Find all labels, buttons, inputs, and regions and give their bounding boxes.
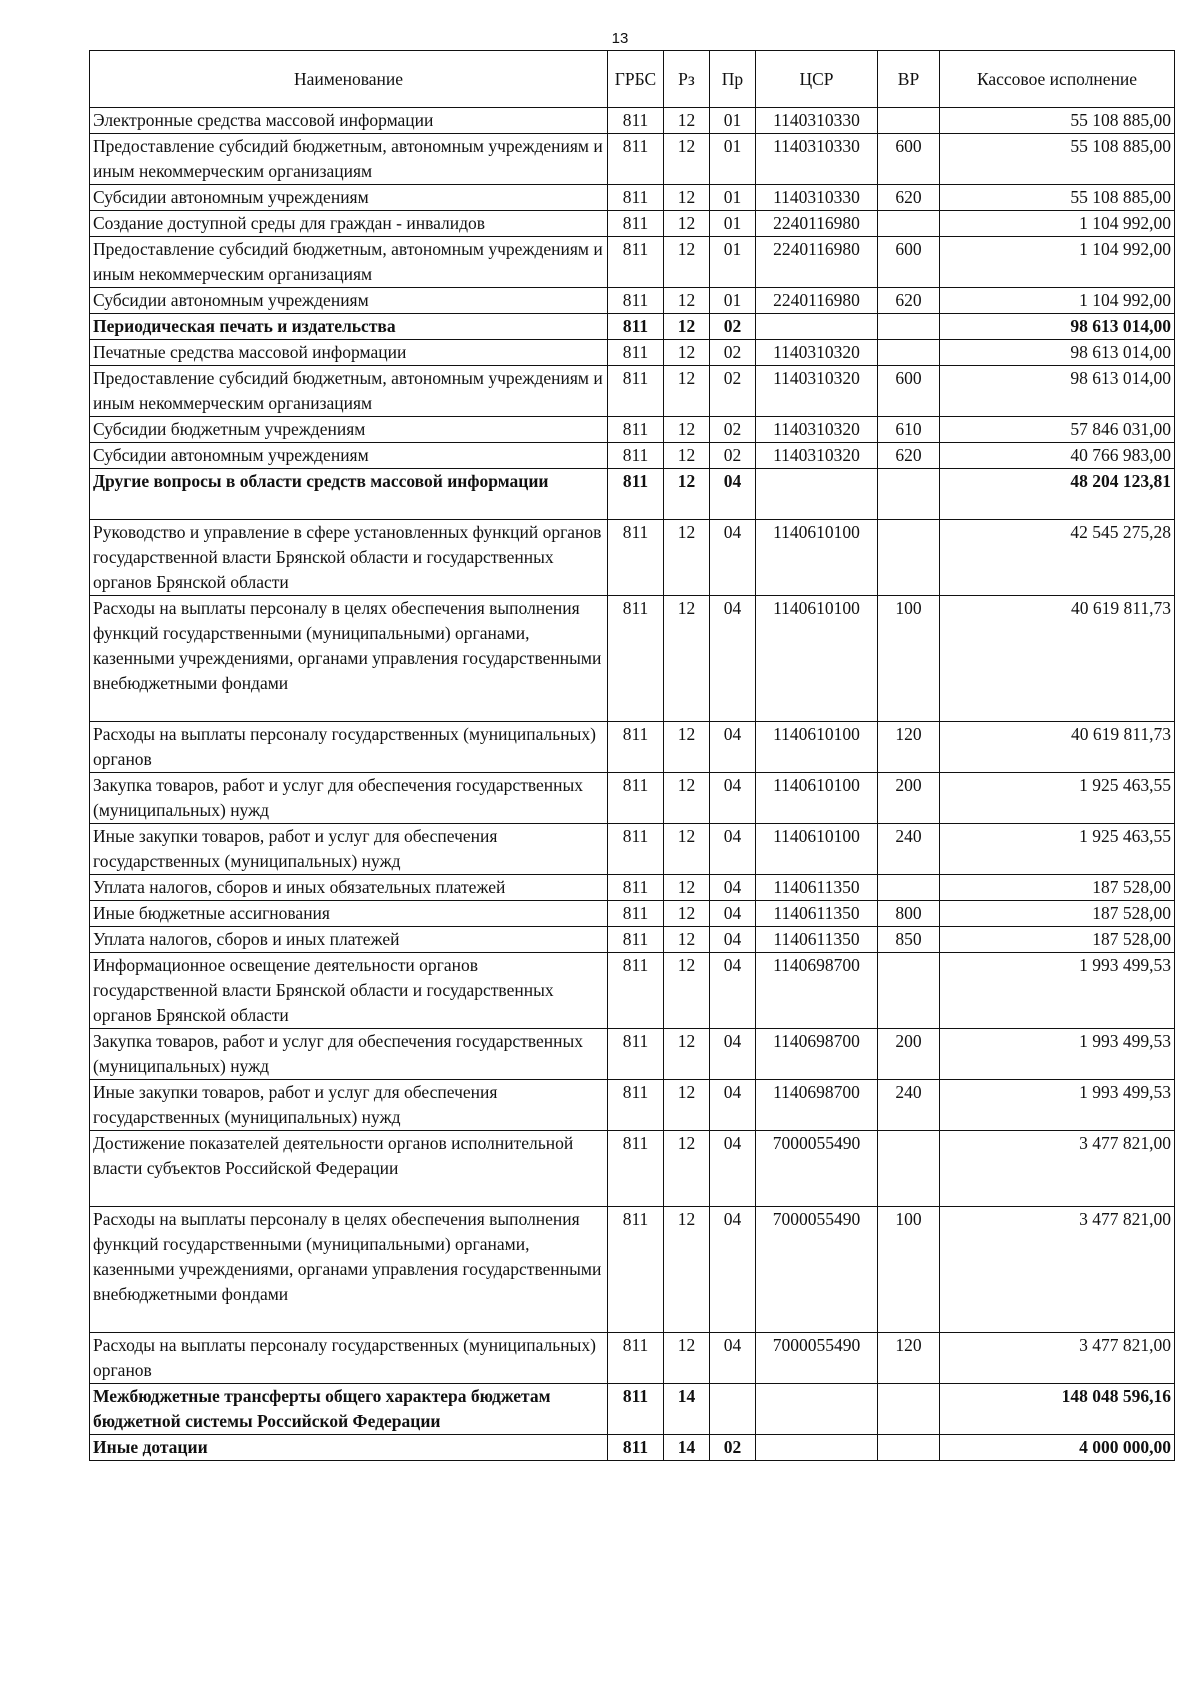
cell-vr	[878, 211, 940, 237]
table-row	[90, 953, 1175, 1029]
cell-amount: 187 528,00	[940, 927, 1175, 953]
cell-name: Закупка товаров, работ и услуг для обеспечения государственных (муниципальных) нужд	[90, 773, 608, 824]
cell-rz: 12	[664, 1131, 710, 1207]
cell-grbs: 811	[608, 824, 664, 875]
cell-pr: 04	[710, 824, 756, 875]
table-row	[90, 340, 1175, 366]
cell-pr: 01	[710, 134, 756, 185]
cell-vr	[878, 1435, 940, 1461]
cell-csr	[756, 1384, 878, 1435]
cell-name: Субсидии бюджетным учреждениям	[90, 417, 608, 443]
table-row	[90, 366, 1175, 417]
cell-vr	[878, 108, 940, 134]
cell-grbs: 811	[608, 237, 664, 288]
header-csr: ЦСР	[756, 51, 878, 108]
cell-grbs: 811	[608, 469, 664, 520]
table-row	[90, 722, 1175, 773]
cell-grbs: 811	[608, 134, 664, 185]
cell-amount: 1 993 499,53	[940, 953, 1175, 1029]
cell-name: Периодическая печать и издательства	[90, 314, 608, 340]
table-row	[90, 1029, 1175, 1080]
table-row	[90, 314, 1175, 340]
table-row	[90, 108, 1175, 134]
table-row	[90, 1080, 1175, 1131]
cell-amount: 40 766 983,00	[940, 443, 1175, 469]
cell-pr: 02	[710, 366, 756, 417]
cell-rz: 12	[664, 722, 710, 773]
cell-grbs: 811	[608, 340, 664, 366]
cell-vr	[878, 1384, 940, 1435]
table-row	[90, 1384, 1175, 1435]
cell-vr: 620	[878, 185, 940, 211]
cell-amount: 55 108 885,00	[940, 108, 1175, 134]
cell-amount: 4 000 000,00	[940, 1435, 1175, 1461]
cell-rz: 12	[664, 108, 710, 134]
table-row	[90, 901, 1175, 927]
cell-amount: 98 613 014,00	[940, 366, 1175, 417]
cell-csr: 1140310330	[756, 108, 878, 134]
cell-csr: 1140610100	[756, 773, 878, 824]
cell-grbs: 811	[608, 1131, 664, 1207]
budget-table	[89, 50, 1175, 1461]
cell-amount: 1 925 463,55	[940, 824, 1175, 875]
cell-vr: 100	[878, 596, 940, 722]
cell-csr: 1140611350	[756, 875, 878, 901]
cell-name: Печатные средства массовой информации	[90, 340, 608, 366]
cell-rz: 12	[664, 520, 710, 596]
cell-pr	[710, 1384, 756, 1435]
cell-amount: 98 613 014,00	[940, 340, 1175, 366]
cell-pr: 04	[710, 520, 756, 596]
cell-grbs: 811	[608, 1029, 664, 1080]
cell-name: Закупка товаров, работ и услуг для обеспечения государственных (муниципальных) нужд	[90, 1029, 608, 1080]
cell-name: Субсидии автономным учреждениям	[90, 185, 608, 211]
cell-vr	[878, 953, 940, 1029]
cell-csr: 7000055490	[756, 1131, 878, 1207]
cell-name: Расходы на выплаты персоналу в целях обеспечения выполнения функций государственными (муниципальными) органами, казенными учреждениями, органами управления государственными внебюджетными фондами	[90, 1207, 608, 1333]
cell-grbs: 811	[608, 108, 664, 134]
cell-vr: 200	[878, 1029, 940, 1080]
cell-csr: 1140610100	[756, 722, 878, 773]
cell-name: Иные закупки товаров, работ и услуг для обеспечения государственных (муниципальных) нужд	[90, 1080, 608, 1131]
cell-amount: 3 477 821,00	[940, 1333, 1175, 1384]
cell-rz: 12	[664, 875, 710, 901]
cell-pr: 04	[710, 1131, 756, 1207]
cell-name: Расходы на выплаты персоналу государственных (муниципальных) органов	[90, 1333, 608, 1384]
cell-vr: 240	[878, 1080, 940, 1131]
cell-name: Руководство и управление в сфере установленных функций органов государственной власти Брянской области и государственных органов Брянской области	[90, 520, 608, 596]
cell-amount: 40 619 811,73	[940, 722, 1175, 773]
cell-amount: 1 925 463,55	[940, 773, 1175, 824]
cell-name: Субсидии автономным учреждениям	[90, 443, 608, 469]
cell-grbs: 811	[608, 443, 664, 469]
cell-csr: 1140610100	[756, 824, 878, 875]
cell-vr: 600	[878, 237, 940, 288]
cell-amount: 1 104 992,00	[940, 237, 1175, 288]
cell-pr: 04	[710, 469, 756, 520]
cell-pr: 01	[710, 288, 756, 314]
table-row	[90, 185, 1175, 211]
cell-rz: 12	[664, 824, 710, 875]
cell-name: Расходы на выплаты персоналу в целях обеспечения выполнения функций государственными (муниципальными) органами, казенными учреждениями, органами управления государственными внебюджетными фондами	[90, 596, 608, 722]
cell-csr: 1140610100	[756, 596, 878, 722]
cell-csr: 1140310320	[756, 443, 878, 469]
cell-amount: 40 619 811,73	[940, 596, 1175, 722]
cell-pr: 04	[710, 1080, 756, 1131]
cell-vr	[878, 314, 940, 340]
header-pr: Пр	[710, 51, 756, 108]
cell-name: Межбюджетные трансферты общего характера бюджетам бюджетной системы Российской Федерации	[90, 1384, 608, 1435]
cell-grbs: 811	[608, 520, 664, 596]
cell-rz: 12	[664, 366, 710, 417]
table-row	[90, 875, 1175, 901]
cell-rz: 12	[664, 134, 710, 185]
table-row	[90, 134, 1175, 185]
cell-grbs: 811	[608, 1080, 664, 1131]
table-row	[90, 288, 1175, 314]
cell-rz: 12	[664, 1080, 710, 1131]
cell-grbs: 811	[608, 596, 664, 722]
cell-vr: 600	[878, 134, 940, 185]
cell-name: Субсидии автономным учреждениям	[90, 288, 608, 314]
table-row	[90, 596, 1175, 722]
cell-name: Информационное освещение деятельности органов государственной власти Брянской области и государственных органов Брянской области	[90, 953, 608, 1029]
cell-pr: 04	[710, 953, 756, 1029]
cell-vr	[878, 340, 940, 366]
cell-rz: 12	[664, 596, 710, 722]
cell-vr: 800	[878, 901, 940, 927]
cell-csr: 1140310320	[756, 366, 878, 417]
cell-rz: 12	[664, 185, 710, 211]
cell-name: Иные дотации	[90, 1435, 608, 1461]
cell-name: Электронные средства массовой информации	[90, 108, 608, 134]
cell-pr: 02	[710, 443, 756, 469]
cell-csr	[756, 314, 878, 340]
cell-csr: 2240116980	[756, 237, 878, 288]
cell-vr	[878, 469, 940, 520]
cell-csr: 1140698700	[756, 953, 878, 1029]
cell-csr: 7000055490	[756, 1333, 878, 1384]
header-amount: Кассовое исполнение	[940, 51, 1175, 108]
cell-rz: 12	[664, 773, 710, 824]
cell-rz: 12	[664, 288, 710, 314]
cell-grbs: 811	[608, 901, 664, 927]
cell-pr: 04	[710, 773, 756, 824]
cell-vr: 120	[878, 722, 940, 773]
cell-amount: 57 846 031,00	[940, 417, 1175, 443]
cell-grbs: 811	[608, 314, 664, 340]
cell-pr: 04	[710, 1029, 756, 1080]
cell-grbs: 811	[608, 1333, 664, 1384]
cell-name: Достижение показателей деятельности органов исполнительной власти субъектов Российской Федерации	[90, 1131, 608, 1207]
cell-pr: 02	[710, 314, 756, 340]
table-row	[90, 520, 1175, 596]
cell-name: Предоставление субсидий бюджетным, автономным учреждениям и иным некоммерческим организациям	[90, 237, 608, 288]
cell-rz: 12	[664, 927, 710, 953]
cell-name: Предоставление субсидий бюджетным, автономным учреждениям и иным некоммерческим организациям	[90, 134, 608, 185]
cell-rz: 14	[664, 1384, 710, 1435]
cell-pr: 04	[710, 875, 756, 901]
cell-rz: 12	[664, 314, 710, 340]
cell-csr: 1140610100	[756, 520, 878, 596]
cell-amount: 98 613 014,00	[940, 314, 1175, 340]
table-row	[90, 237, 1175, 288]
cell-csr: 1140698700	[756, 1029, 878, 1080]
cell-grbs: 811	[608, 875, 664, 901]
table-row	[90, 469, 1175, 520]
cell-grbs: 811	[608, 288, 664, 314]
cell-vr: 610	[878, 417, 940, 443]
cell-rz: 12	[664, 1207, 710, 1333]
cell-amount: 1 993 499,53	[940, 1080, 1175, 1131]
cell-amount: 1 993 499,53	[940, 1029, 1175, 1080]
cell-vr	[878, 875, 940, 901]
cell-vr: 850	[878, 927, 940, 953]
cell-rz: 12	[664, 1029, 710, 1080]
cell-csr: 2240116980	[756, 288, 878, 314]
cell-csr: 7000055490	[756, 1207, 878, 1333]
cell-amount: 187 528,00	[940, 901, 1175, 927]
cell-amount: 55 108 885,00	[940, 185, 1175, 211]
cell-grbs: 811	[608, 722, 664, 773]
cell-pr: 04	[710, 927, 756, 953]
cell-csr: 1140698700	[756, 1080, 878, 1131]
cell-vr	[878, 1131, 940, 1207]
cell-amount: 3 477 821,00	[940, 1131, 1175, 1207]
cell-rz: 12	[664, 443, 710, 469]
cell-amount: 3 477 821,00	[940, 1207, 1175, 1333]
cell-grbs: 811	[608, 417, 664, 443]
cell-csr: 1140310330	[756, 134, 878, 185]
cell-rz: 12	[664, 1333, 710, 1384]
cell-vr: 620	[878, 288, 940, 314]
cell-csr	[756, 1435, 878, 1461]
cell-rz: 12	[664, 340, 710, 366]
table-row	[90, 1207, 1175, 1333]
cell-rz: 12	[664, 901, 710, 927]
cell-vr: 600	[878, 366, 940, 417]
cell-pr: 04	[710, 596, 756, 722]
cell-csr: 1140611350	[756, 901, 878, 927]
cell-amount: 55 108 885,00	[940, 134, 1175, 185]
cell-name: Создание доступной среды для граждан - инвалидов	[90, 211, 608, 237]
cell-grbs: 811	[608, 927, 664, 953]
table-row	[90, 1131, 1175, 1207]
cell-amount: 48 204 123,81	[940, 469, 1175, 520]
cell-pr: 04	[710, 1207, 756, 1333]
cell-csr: 1140310330	[756, 185, 878, 211]
cell-pr: 01	[710, 237, 756, 288]
cell-amount: 42 545 275,28	[940, 520, 1175, 596]
cell-grbs: 811	[608, 211, 664, 237]
table-row	[90, 773, 1175, 824]
cell-grbs: 811	[608, 366, 664, 417]
cell-pr: 04	[710, 722, 756, 773]
header-grbs: ГРБС	[608, 51, 664, 108]
cell-rz: 12	[664, 469, 710, 520]
cell-name: Иные закупки товаров, работ и услуг для обеспечения государственных (муниципальных) нужд	[90, 824, 608, 875]
cell-vr: 120	[878, 1333, 940, 1384]
table-row	[90, 417, 1175, 443]
cell-csr: 1140310320	[756, 417, 878, 443]
cell-grbs: 811	[608, 1435, 664, 1461]
cell-rz: 12	[664, 211, 710, 237]
cell-grbs: 811	[608, 773, 664, 824]
cell-pr: 02	[710, 340, 756, 366]
cell-grbs: 811	[608, 1207, 664, 1333]
cell-rz: 14	[664, 1435, 710, 1461]
cell-rz: 12	[664, 417, 710, 443]
cell-pr: 01	[710, 108, 756, 134]
cell-pr: 02	[710, 1435, 756, 1461]
cell-amount: 1 104 992,00	[940, 288, 1175, 314]
cell-vr: 620	[878, 443, 940, 469]
cell-name: Иные бюджетные ассигнования	[90, 901, 608, 927]
cell-pr: 04	[710, 901, 756, 927]
cell-name: Другие вопросы в области средств массовой информации	[90, 469, 608, 520]
cell-csr: 1140310320	[756, 340, 878, 366]
cell-vr: 100	[878, 1207, 940, 1333]
cell-amount: 1 104 992,00	[940, 211, 1175, 237]
cell-pr: 01	[710, 185, 756, 211]
cell-grbs: 811	[608, 185, 664, 211]
cell-amount: 148 048 596,16	[940, 1384, 1175, 1435]
cell-rz: 12	[664, 237, 710, 288]
table-row	[90, 927, 1175, 953]
cell-name: Уплата налогов, сборов и иных платежей	[90, 927, 608, 953]
cell-vr: 240	[878, 824, 940, 875]
cell-csr: 1140611350	[756, 927, 878, 953]
header-rz: Рз	[664, 51, 710, 108]
cell-csr: 2240116980	[756, 211, 878, 237]
cell-pr: 01	[710, 211, 756, 237]
cell-pr: 02	[710, 417, 756, 443]
table-row	[90, 211, 1175, 237]
cell-grbs: 811	[608, 1384, 664, 1435]
cell-name: Расходы на выплаты персоналу государственных (муниципальных) органов	[90, 722, 608, 773]
cell-vr: 200	[878, 773, 940, 824]
cell-rz: 12	[664, 953, 710, 1029]
cell-amount: 187 528,00	[940, 875, 1175, 901]
cell-vr	[878, 520, 940, 596]
header-vr: ВР	[878, 51, 940, 108]
table-header-row	[90, 51, 1175, 108]
cell-csr	[756, 469, 878, 520]
table-row	[90, 443, 1175, 469]
table-row	[90, 1435, 1175, 1461]
cell-grbs: 811	[608, 953, 664, 1029]
header-name: Наименование	[90, 51, 608, 108]
page-number: 13	[611, 30, 629, 47]
cell-name: Уплата налогов, сборов и иных обязательных платежей	[90, 875, 608, 901]
cell-name: Предоставление субсидий бюджетным, автономным учреждениям и иным некоммерческим организациям	[90, 366, 608, 417]
cell-pr: 04	[710, 1333, 756, 1384]
table-row	[90, 1333, 1175, 1384]
table-row	[90, 824, 1175, 875]
